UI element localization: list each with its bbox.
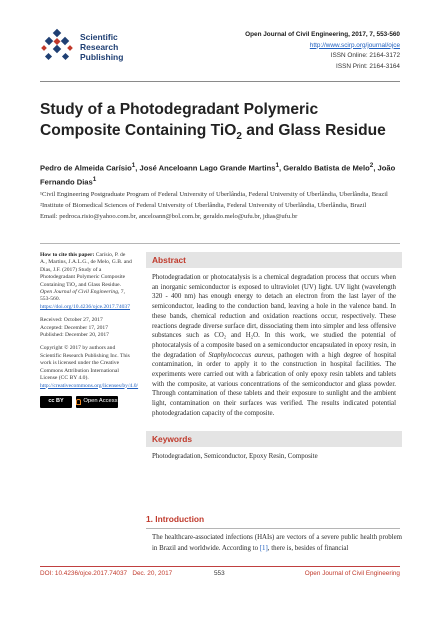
journal-url-link[interactable]: http://www.scirp.org/journal/ojce <box>309 41 400 49</box>
publisher-line: Research <box>80 42 119 52</box>
publisher-line: Publishing <box>80 52 124 62</box>
citation-block: How to cite this paper: Carísio, P. de A., Martins, J.A.L.G., de Melo, G.B. and Dias, J.F. (2017) Study of a Photodegradant Polymeric Composite Containing TiO₂ and Glass Residue. Open Journal of Civil Engineering, 7, 553-560. https://doi.org/10.4236/ojce.2017.74037 <box>40 252 132 310</box>
main-column <box>146 252 402 461</box>
section-divider <box>40 243 400 244</box>
introduction-heading: 1. Introduction <box>146 514 205 524</box>
affiliation: ²Institute of Biomedical Sciences of Federal University of Uberlândia, Federal University of Uberlândia, Uberlândia, Brazil <box>40 202 367 209</box>
page-number: 553 <box>214 570 225 577</box>
publisher-line: Scientific <box>80 32 118 42</box>
open-access-badge[interactable]: Open Access <box>76 396 118 408</box>
dates-block <box>40 317 132 339</box>
footer-date: Dec. 20, 2017 <box>132 570 173 577</box>
journal-info <box>245 30 400 72</box>
license-link[interactable]: http://creativecommons.org/licenses/by/4.0/ <box>40 382 139 389</box>
author-email: Email: pedroca.risio@yahoo.com.br, anceloann@bol.com.br, geraldo.melo@ufu.br, jdias@ufu.br <box>40 213 298 220</box>
doi-link[interactable]: https://doi.org/10.4236/ojce.2017.74037 <box>40 303 131 310</box>
cc-by-badge-icon[interactable]: cc BY <box>40 396 72 408</box>
species-name: Staphylococcus aureus <box>208 351 273 359</box>
author-name: Geraldo Batista de Melo <box>283 163 370 173</box>
author-name: Pedro de Almeida Carísio <box>40 163 132 173</box>
published-date: Published: December 20, 2017 <box>40 332 109 339</box>
article-sidebar <box>40 252 139 408</box>
issn-online: ISSN Online: 2164-3172 <box>330 52 400 59</box>
keywords-heading: Keywords <box>146 431 402 447</box>
received-date: Received: October 27, 2017 <box>40 317 103 324</box>
paper-title: Study of a Photodegradant Polymeric Composite Containing TiO$_2$ and Glass Residue <box>40 101 386 143</box>
author-name: José Anceloann Lago Grande Martins <box>139 163 276 173</box>
abstract-heading: Abstract <box>146 252 402 268</box>
footer-doi: DOI: 10.4236/ojce.2017.74037 Dec. 20, 2017 <box>40 570 173 577</box>
license-badges <box>40 396 132 408</box>
footer-journal: Open Journal of Civil Engineering <box>304 570 400 577</box>
keywords-text: Photodegradation, Semiconductor, Epoxy Resin, Composite <box>152 452 318 460</box>
author-name: João Fernando Dias <box>40 163 396 187</box>
publisher-name <box>80 32 123 62</box>
open-lock-icon <box>76 399 81 405</box>
scirp-logo-icon <box>40 28 76 64</box>
footer-divider <box>40 566 400 567</box>
abstract-text: Photodegradation or photocatalysis is a chemical degradation process that occurs when an inorganic semiconductor is exposed to ultraviolet (UV) light. UV light (wavelength 320 - 400 nm) has enough energy to detach an electron from the last layer of the semiconductor, leading to the conduction band, leaving a hole in the valence band. In these bands, chemical reduction and oxidation reactions occur, respectively. These reactions degrade diverse surface dirt, dissociating them into simpler and less offensive substances such as CO₂ and H₂O. In this work, we studied the potential of photocatalysis of a composite based on a semiconductor encapsulated in epoxy resin, in the degradation of Staphylococcus aureus, pathogen with a high degree of hospital contamination, in order to apply it to the construction in hospital facilities. The experiments were carried out with a fabrication of only epoxy resin tablets and tablets with the composite, at various concentrations of the semiconductor and glass powder. Through contamination of these tablets and their exposure to sunlight and the ambient light, contamination on their surfaces was verified. The results indicated potential photodegradation capacity of the composite. <box>152 274 396 417</box>
header-divider <box>40 81 400 82</box>
author-list: Pedro de Almeida Carísio$^1$, José Anceloann Lago Grande Martins$^1$, Geraldo Batista de Melo$^2$, João Fernando Dias$^1$ <box>40 162 396 187</box>
journal-line: Open Journal of Civil Engineering, 2017, 7, 553-560 <box>245 31 400 38</box>
citation-link[interactable]: [1] <box>259 544 268 552</box>
accepted-date: Accepted: December 17, 2017 <box>40 324 109 331</box>
publisher-logo <box>40 28 150 68</box>
introduction-text: The healthcare-associated infections (HAIs) are vectors of a severe public health problem in Brazil and worldwide. According to [1], there is, besides of financial <box>152 534 402 552</box>
affiliations <box>40 190 400 223</box>
affiliation: ¹Civil Engineering Postgraduate Program of Federal University of Uberlândia, Federal University of Uberlândia, Uberlândia, Brazil <box>40 191 388 198</box>
issn-print: ISSN Print: 2164-3164 <box>336 62 400 70</box>
copyright-block: Copyright © 2017 by authors and Scientific Research Publishing Inc. This work is licensed under the Creative Commons Attribution International License (CC BY 4.0). http://creativecommons.org/licenses/by/4.0/ <box>40 345 139 389</box>
introduction-divider <box>146 528 400 529</box>
